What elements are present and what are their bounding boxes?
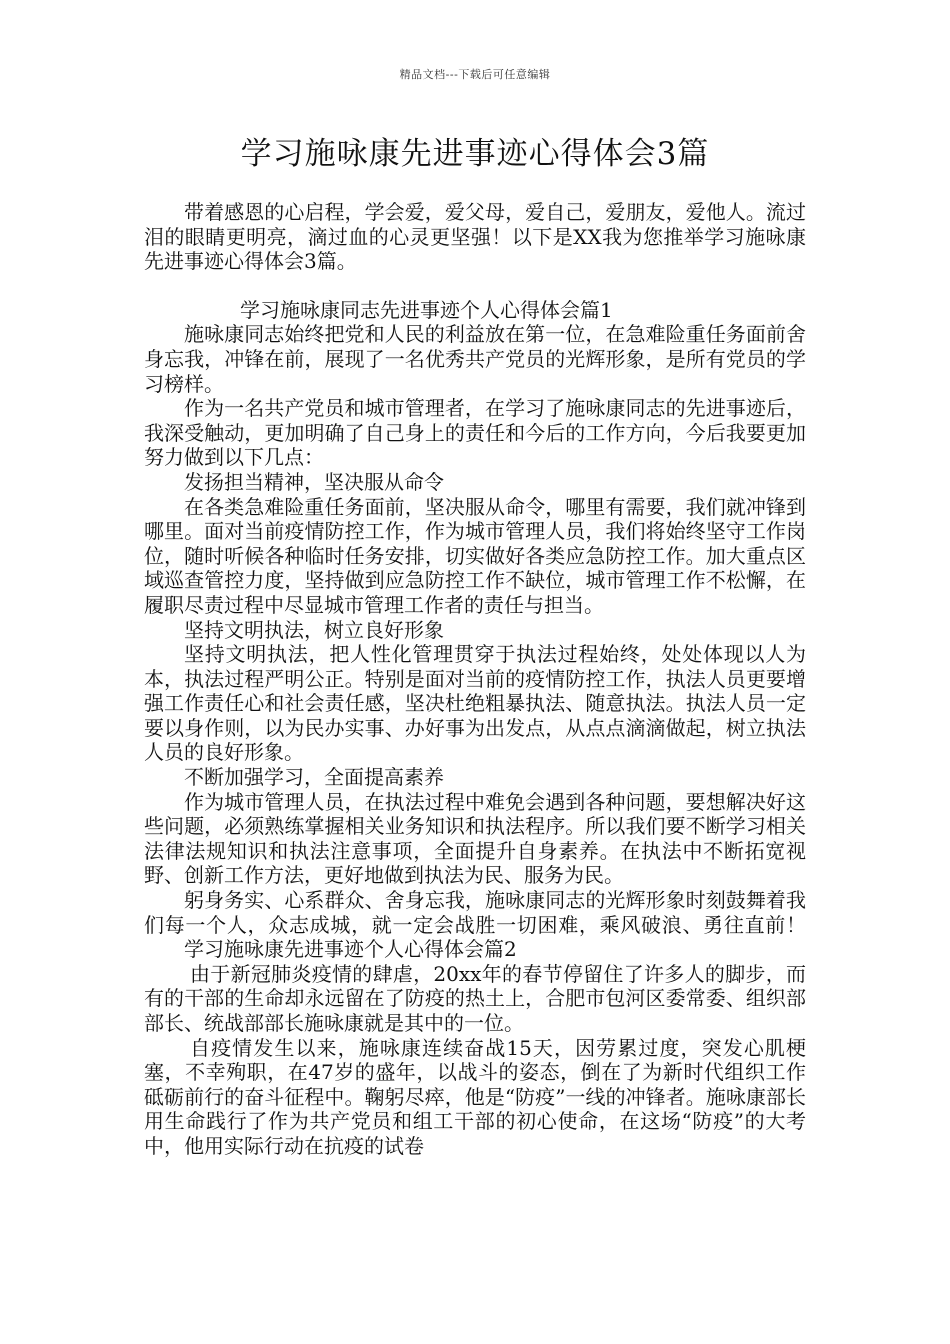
section1-paragraph-1: 施咏康同志始终把党和人民的利益放在第一位，在急难险重任务面前舍身忘我，冲锋在前，展现了一名优秀共产党员的光辉形象，是所有党员的学习榜样。 [144, 322, 806, 396]
document-body [144, 200, 806, 1159]
closing-paragraph [144, 888, 806, 962]
section2-paragraph-2: 自疫情发生以来，施咏康连续奋战15天，因劳累过度，突发心肌梗塞，不幸殉职，在47岁的盛年，以战斗的姿态，倒在了为新时代组织工作砥砺前行的奋斗征程中。鞠躬尽瘁，他是“防疫”一线的冲锋者。施咏康部长用生命践行了作为共产党员和组工干部的初心使命，在这场“防疫”的大考中，他用实际行动在抗疫的试卷 [144, 1035, 806, 1158]
point3-heading: 不断加强学习，全面提高素养 [184, 765, 444, 790]
point1-heading: 发扬担当精神，坚决服从命令 [184, 469, 444, 494]
document-title: 学习施咏康先进事迹心得体会3篇 [240, 136, 710, 172]
section1-heading: 学习施咏康同志先进事迹个人心得体会篇1 [240, 297, 613, 322]
point2-heading: 坚持文明执法，树立良好形象 [184, 617, 444, 642]
closing-text: 躬身务实、心系群众、舍身忘我，施咏康同志的光辉形象时刻鼓舞着我们每一个人，众志成城，就一定会战胜一切困难，乘风破浪、勇往直前！ [144, 888, 806, 937]
header-note: 精品文档---下载后可任意编辑 [399, 68, 551, 81]
section2-heading: 学习施咏康先进事迹个人心得体会篇2 [184, 937, 517, 962]
point1-paragraph: 在各类急难险重任务面前，坚决服从命令，哪里有需要，我们就冲锋到哪里。面对当前疫情防控工作，作为城市管理人员，我们将始终坚守工作岗位，随时听候各种临时任务安排，切实做好各类应急防控工作。加大重点区域巡查管控力度，坚持做到应急防控工作不缺位，城市管理工作不松懈，在履职尽责过程中尽显城市管理工作者的责任与担当。 [144, 494, 806, 617]
point3-paragraph: 作为城市管理人员，在执法过程中难免会遇到各种问题，要想解决好这些问题，必须熟练掌握相关业务知识和执法程序。所以我们要不断学习相关法律法规知识和执法注意事项，全面提升自身素养。在执法中不断拓宽视野、创新工作方法，更好地做到执法为民、服务为民。 [144, 789, 806, 888]
section1-paragraph-2: 作为一名共产党员和城市管理者，在学习了施咏康同志的先进事迹后，我深受触动，更加明确了自己身上的责任和今后的工作方向，今后我要更加努力做到以下几点： [144, 396, 806, 470]
intro-paragraph: 带着感恩的心启程，学会爱，爱父母，爱自己，爱朋友，爱他人。流过泪的眼睛更明亮，滴过血的心灵更坚强！以下是XX我为您推举学习施咏康先进事迹心得体会3篇。 [144, 200, 806, 274]
section2-paragraph-1: 由于新冠肺炎疫情的肆虐，20xx年的春节停留住了许多人的脚步，而有的干部的生命却永远留在了防疫的热土上，合肥市包河区委常委、组织部部长、统战部部长施咏康就是其中的一位。 [144, 961, 806, 1035]
point2-paragraph: 坚持文明执法，把人性化管理贯穿于执法过程始终，处处体现以人为本，执法过程严明公正。特别是面对当前的疫情防控工作，执法人员更要增强工作责任心和社会责任感，坚决杜绝粗暴执法、随意执法。执法人员一定要以身作则，以为民办实事、办好事为出发点，从点点滴滴做起，树立执法人员的良好形象。 [144, 642, 806, 765]
